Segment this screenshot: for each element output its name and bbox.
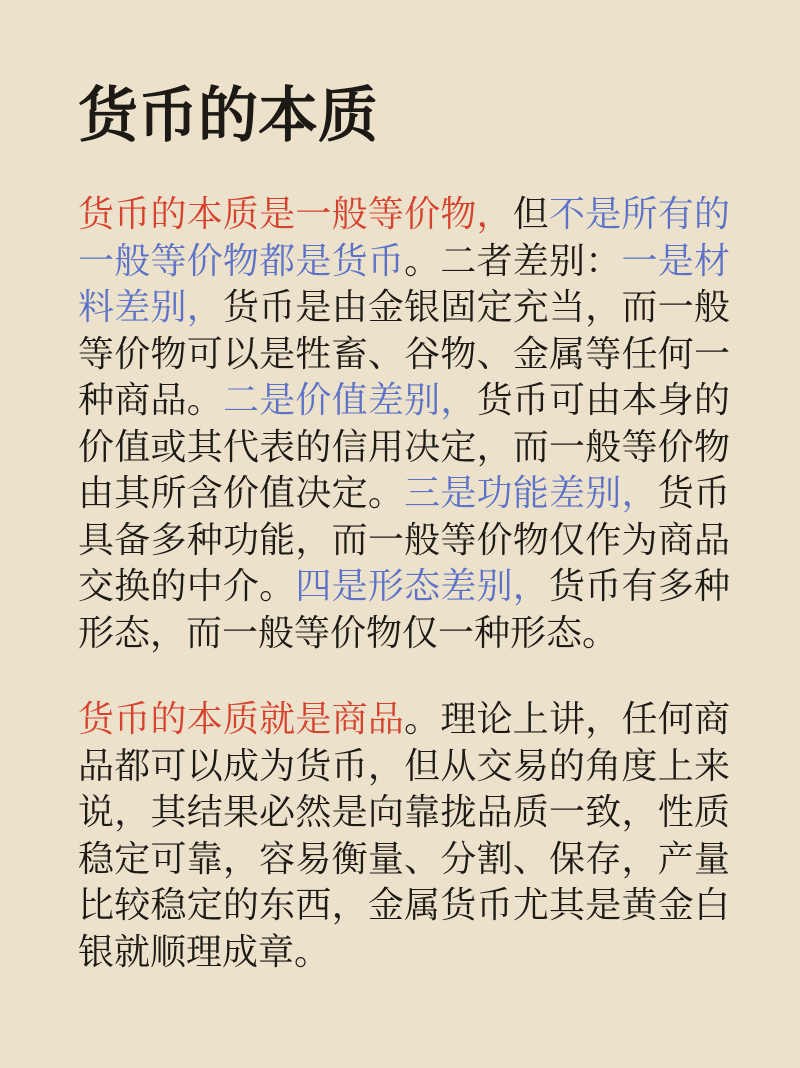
text-segment-blue: 四是形态差别， [295,565,550,606]
paragraph [78,191,730,656]
text-segment-black: 货币具备多种功能，而一般等价物仅作为商品交换的中介。 [78,472,730,606]
text-segment-black: 货币有多种形态，而一般等价物仅一种形态。 [78,565,730,653]
text-segment-black: 。二者差别： [404,239,622,281]
text-segment-black: 但 [512,193,550,234]
text-segment-blue: 不是所有的一般等价物都是货币 [78,193,730,281]
text-segment-red: 货币的本质是一般等价物， [78,193,513,234]
text-segment-black: 货币可由本身的价值或其代表的信用决定，而一般等价物由其所含价值决定。 [78,379,730,513]
text-segment-blue: 二是价值差别， [222,379,477,420]
page-title: 货币的本质 [78,82,378,149]
text-segment-blue: 三是功能差别， [404,472,658,513]
article-body [78,191,800,975]
paragraph [78,696,730,975]
text-segment-black: 货币是由金银固定充当，而一般等价物可以是牲畜、谷物、金属等任何一种商品。 [78,286,730,420]
text-segment-red: 货币的本质就是商品 [78,698,405,739]
text-segment-blue: 一是材料差别， [78,239,730,327]
text-segment-black: 。理论上讲，任何商品都可以成为货币，但从交易的角度上来说，其结果必然是向靠拢品质一致，性质稳定可靠，容易衡量、分割、保存，产量比较稳定的东西，金属货币尤其是黄金白银就顺理成章。 [78,698,730,972]
